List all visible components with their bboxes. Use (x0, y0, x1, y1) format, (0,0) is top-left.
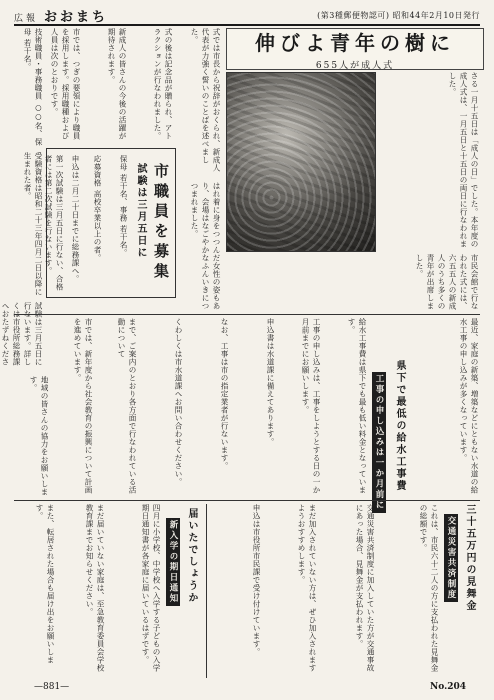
masthead (14, 6, 480, 26)
top-article-col-1: さる一月十五日は「成人の日」でした。本年度の成人式は、一月五日と十五日の両日に行なわれました。 (448, 72, 479, 248)
traffic-headline: 三十五万円の見舞金 (464, 504, 475, 612)
recruit-col-1: 保母 若干名、事務 若干名。 (119, 155, 128, 257)
coming-of-age-photo (226, 72, 376, 252)
recruit-col-2: 応募資格 高校卒業以上の者。 (93, 155, 102, 262)
top-article-col-5: 式の後は記念品が贈られ、アトラクションが行なわれました。 (153, 28, 173, 140)
water-col-2: 給水工事費は県下でも最も低い料金となっています。 (347, 318, 367, 494)
main-headline: 伸びよ青年の樹に (255, 31, 455, 55)
water-col-1: 最近、家庭の新築、増築などにともない水道の給水工事の申し込みが多くなっています。 (459, 318, 479, 494)
left-col-4: 試験は三月五日に行ないます。詳しくは市役所総務課へおたずねくださ (1, 302, 43, 366)
masthead-left (14, 6, 108, 25)
water-col-3: 工事の申し込みは、工事をしようとする日の一か月前までにお願いします。 (301, 318, 321, 494)
recruit-date: 試験は三月五日に (135, 163, 146, 259)
column-divider (206, 504, 207, 678)
middle-col-2: 市では、新年度から社会教育の振興について計画を進めています。 (73, 318, 93, 494)
recruit-col-3: 申込は二月二十日までに総務課へ。 (71, 155, 80, 283)
traffic-col-4: 申込は市役所市民課で受け付けています。 (252, 504, 261, 656)
top-article-col-2: 市民会館で行なわれた式には、六五五人の新成人のうち多くの青年が出席しました。 (415, 254, 479, 310)
traffic-col-3: まだ加入されていない方は、ぜひ加入されますようおすすめします。 (297, 504, 317, 672)
top-article-col-3: 式では市長から祝辞がおくられ、新成人代表が力強く誓いのことばを述べました。 (190, 28, 221, 172)
section-divider-1 (14, 314, 480, 315)
section-divider-2 (14, 500, 480, 501)
water-col-4: 申込書は水道課に備えてあります。 (266, 318, 275, 446)
left-col-3: 受験資格は昭和二十三年四月二日以降に生まれた者。 (23, 152, 43, 296)
masthead-title: おおまち (44, 9, 109, 25)
left-col-2: 技術職員・事務職員 ○○名、保母 若干名。 (23, 28, 43, 146)
page-number: —881— (34, 682, 70, 692)
traffic-col-1: これは、市民六十二人の方に支払われた見舞金の総額です。 (419, 504, 439, 672)
top-article-col-6: 新成人の皆さんの今後の活躍が期待されます。 (107, 28, 127, 140)
water-subhead: 工事の申し込みは一か月前に (374, 374, 384, 511)
left-col-1: 市では、つぎの要領により職員を採用します。採用職種および人員は次のとおりです。 (50, 28, 81, 140)
headline-box (226, 28, 484, 70)
water-col-5: なお、工事は市の指定業者が行ないます。 (220, 318, 229, 470)
masthead-koho: 広報 (14, 13, 39, 24)
top-article-col-4: はれ着に身をつつんだ女性の姿もあり、会場はなごやかなふんいきにつつまれました。 (190, 182, 221, 310)
entry-headline: 届いたでしょうか (186, 508, 197, 604)
main-subhead: 655人が成人式 (315, 61, 395, 71)
issue-info: (第3種郵便物認可) 昭和44年2月10日発行 (317, 10, 480, 20)
entry-col-1: 四月に小学校、中学校へ入学する子どもの入学期日通知書が各家庭に届いているはずです。 (141, 504, 161, 672)
traffic-subhead: 交通災害共済制度 (446, 516, 456, 600)
issue-number: No.204 (430, 682, 466, 692)
entry-col-3: また、転居された場合も届け出をお願いします。 (35, 504, 55, 664)
traffic-col-2: 交通災害共済制度に加入していた方が交通事故にあった場合、見舞金が支払われます。 (355, 504, 375, 672)
recruit-col-4: 第一次試験は三月五日に行ない、合格者には第二次試験を行ないます。 (44, 155, 64, 291)
middle-col-3: 地域の皆さんの協力をお願いします。 (29, 376, 49, 496)
middle-col-1: まで、ご案内のとおり各方面で行なわれている活動について (117, 318, 137, 494)
entry-subhead: 新入学の期日通知 (168, 520, 178, 604)
water-headline: 県下で最低の給水工事費 (394, 360, 405, 492)
recruit-box (46, 148, 176, 298)
recruit-title: 市職員を募集 (152, 163, 170, 283)
water-col-6: くわしくは市水道課へお問い合わせください。 (174, 318, 183, 486)
entry-col-2: まだ届いていない家庭は、至急教育委員会学校教育課までお知らせください。 (85, 504, 105, 672)
